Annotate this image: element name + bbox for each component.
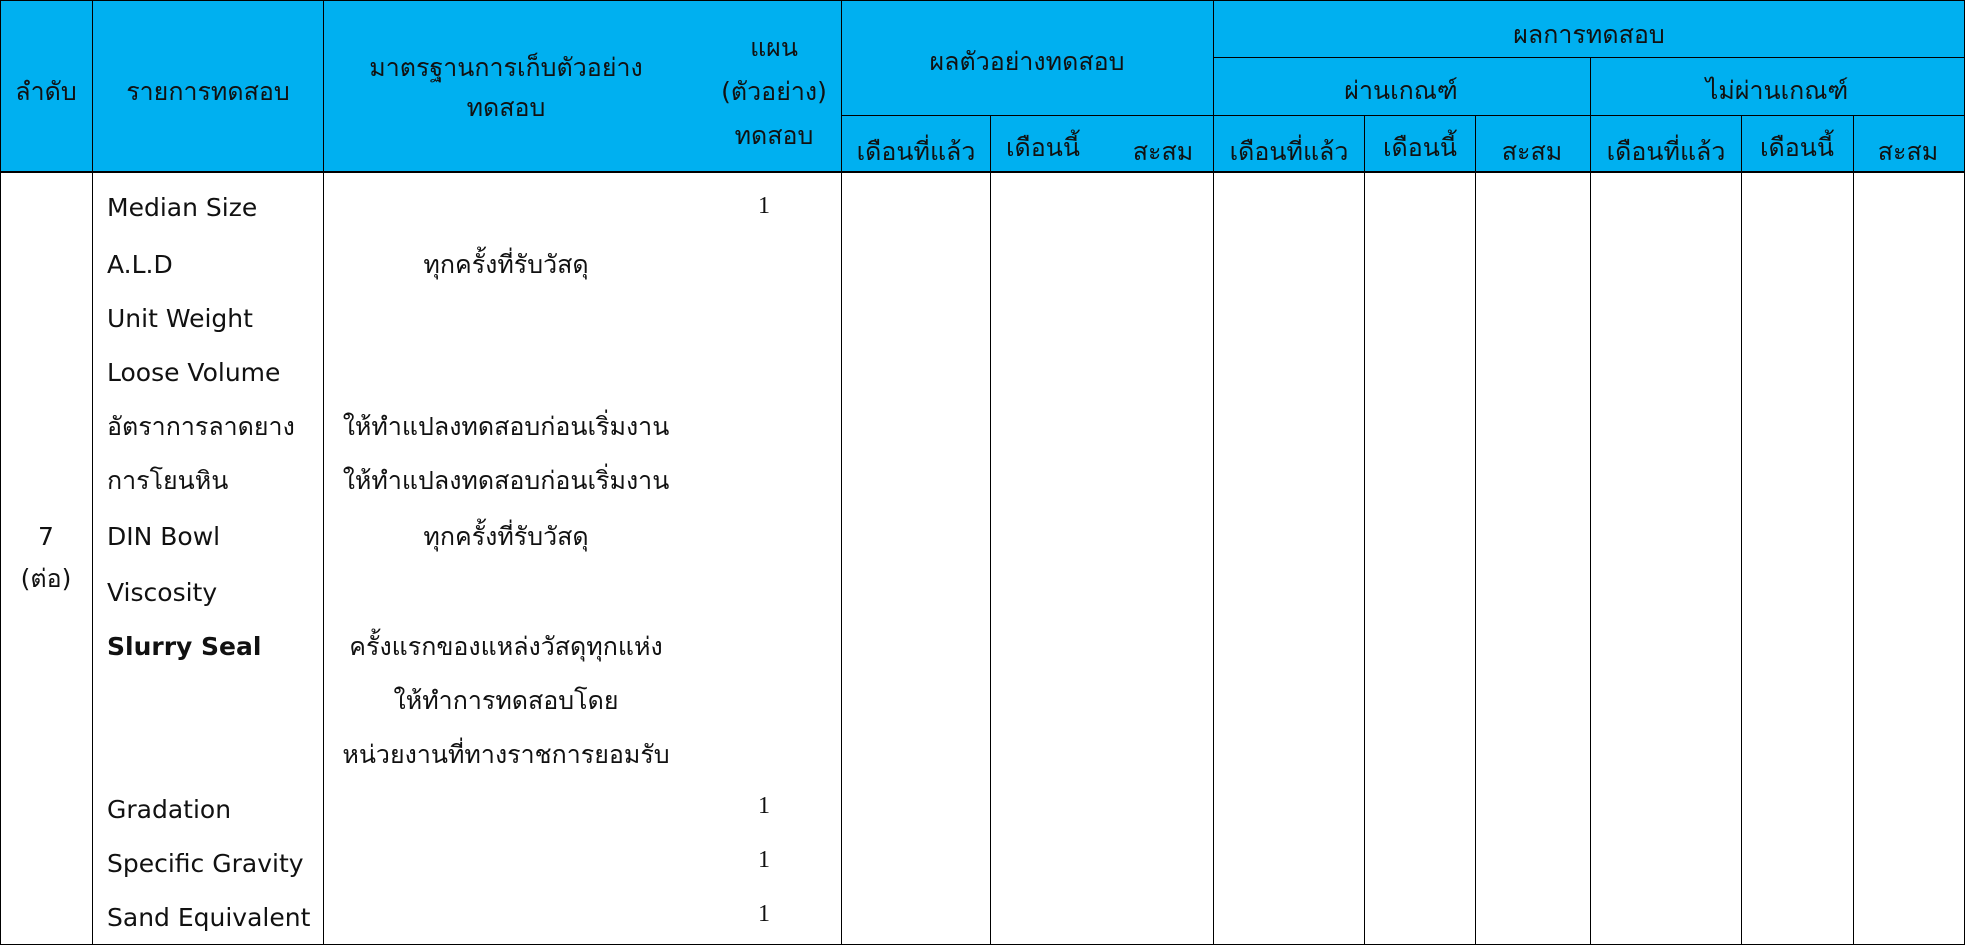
header-standard-line1: มาตรฐานการเก็บตัวอย่าง <box>369 53 643 82</box>
order-suffix: (ต่อ) <box>20 564 72 593</box>
header-plan-line1: แผน <box>750 33 798 62</box>
header-bottom-line <box>0 171 1965 173</box>
header-standard-line2: ทดสอบ <box>466 93 546 122</box>
test-item: การโยนหิน <box>107 466 229 495</box>
standard-text: ให้ทำแปลงทดสอบก่อนเริ่มงาน <box>342 412 670 441</box>
grid-line <box>841 115 1965 116</box>
header-pass-this-month: เดือนนี้ <box>1383 133 1457 162</box>
header-pass: ผ่านเกณฑ์ <box>1344 76 1458 105</box>
grid-line <box>1364 115 1365 945</box>
test-item: Loose Volume <box>107 358 281 387</box>
grid-line <box>990 115 991 945</box>
header-pass-last-month: เดือนที่แล้ว <box>1229 137 1349 166</box>
header-order: ลำดับ <box>15 77 77 106</box>
standard-text: ครั้งแรกของแหล่งวัสดุทุกแห่ง <box>349 632 663 661</box>
test-item: A.L.D <box>107 250 173 279</box>
grid-line <box>1475 115 1476 945</box>
test-item: DIN Bowl <box>107 522 221 551</box>
test-item: Viscosity <box>107 578 218 607</box>
header-fail: ไม่ผ่านเกณฑ์ <box>1705 76 1849 105</box>
grid-line <box>92 0 93 945</box>
grid-line <box>1213 0 1214 945</box>
header-fail-last-month: เดือนที่แล้ว <box>1606 137 1726 166</box>
grid-line <box>0 0 1 945</box>
standard-text: ให้ทำแปลงทดสอบก่อนเริ่มงาน <box>342 466 670 495</box>
test-item: Sand Equivalent <box>107 903 311 932</box>
grid-line <box>1853 115 1854 945</box>
header-fail-cumulative: สะสม <box>1877 137 1939 166</box>
header-plan-line2: (ตัวอย่าง) <box>721 77 827 106</box>
test-item: อัตราการลาดยาง <box>107 412 295 441</box>
grid-line <box>323 0 324 945</box>
header-sample-results: ผลตัวอย่างทดสอบ <box>929 47 1125 76</box>
header-sample-last-month: เดือนที่แล้ว <box>856 137 976 166</box>
header-sample-this-month: เดือนนี้ <box>1006 133 1080 162</box>
grid-line <box>0 0 1965 1</box>
grid-line <box>1213 57 1965 58</box>
header-test-item: รายการทดสอบ <box>126 77 290 106</box>
plan-value: 1 <box>758 901 770 927</box>
test-item: Slurry Seal <box>107 632 262 661</box>
standard-text: หน่วยงานที่ทางราชการยอมรับ <box>342 740 670 769</box>
header-plan-line3: ทดสอบ <box>734 121 814 150</box>
header-test-results: ผลการทดสอบ <box>1513 20 1665 49</box>
standard-text: ทุกครั้งที่รับวัสดุ <box>423 522 589 551</box>
test-item: Gradation <box>107 795 232 824</box>
order-number: 7 <box>38 522 54 551</box>
standard-text: ทุกครั้งที่รับวัสดุ <box>423 250 589 279</box>
plan-value: 1 <box>758 847 770 873</box>
grid-line <box>841 0 842 945</box>
grid-line <box>0 944 1965 945</box>
test-item: Unit Weight <box>107 304 253 333</box>
plan-value: 1 <box>758 193 770 219</box>
header-fail-this-month: เดือนนี้ <box>1760 133 1834 162</box>
grid-line <box>1741 115 1742 945</box>
header-pass-cumulative: สะสม <box>1501 137 1563 166</box>
test-item: Specific Gravity <box>107 849 304 878</box>
test-item: Median Size <box>107 193 258 222</box>
standard-text: ให้ทำการทดสอบโดย <box>393 686 619 715</box>
header-sample-cumulative: สะสม <box>1132 137 1194 166</box>
plan-value: 1 <box>758 793 770 819</box>
grid-line <box>1964 0 1965 945</box>
grid-line <box>1590 57 1591 945</box>
